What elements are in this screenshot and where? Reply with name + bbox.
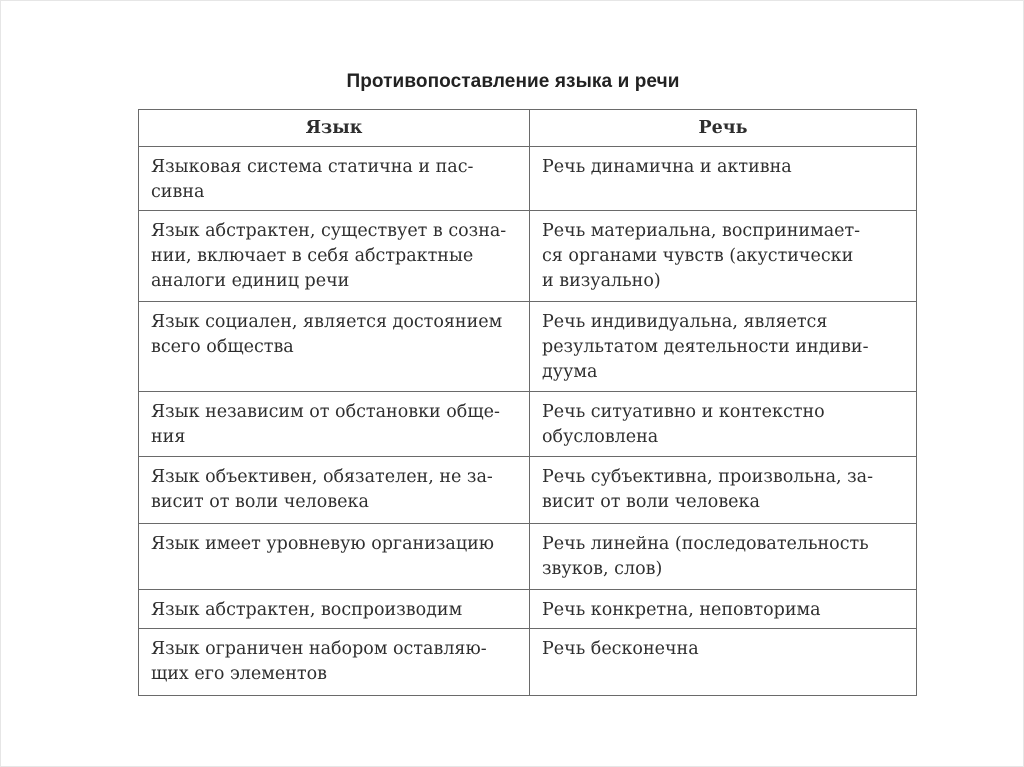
language-cell (139, 629, 530, 696)
speech-text: Речь материальна, воспринимает- ся органами чувств (акустически и визуально) (542, 221, 861, 291)
speech-text: Речь динамична и активна (542, 157, 792, 177)
language-text: Язык ограничен набором оставляю- щих его элементов (151, 639, 487, 684)
table-row (139, 302, 917, 392)
language-text: Язык объективен, обязателен, не за- висит от воли человека (151, 467, 493, 512)
speech-text: Речь ситуативно и контекстно обусловлена (542, 402, 825, 447)
language-text: Язык независим от обстановки обще- ния (151, 402, 500, 447)
language-cell (139, 147, 530, 211)
table-row (139, 147, 917, 211)
language-text: Язык абстрактен, существует в созна- нии, включает в себя абстрактные аналоги единиц речи (151, 221, 507, 291)
speech-cell (530, 524, 917, 590)
table-row (139, 457, 917, 524)
table-row (139, 392, 917, 457)
table-row (139, 211, 917, 302)
speech-cell (530, 302, 917, 392)
speech-text: Речь линейна (последовательность звуков, слов) (542, 534, 869, 579)
speech-cell (530, 392, 917, 457)
language-cell (139, 302, 530, 392)
speech-cell (530, 147, 917, 211)
language-cell (139, 590, 530, 629)
table-row (139, 629, 917, 696)
table-row (139, 590, 917, 629)
language-text: Язык социален, является достоянием всего общества (151, 312, 503, 357)
language-cell (139, 524, 530, 590)
comparison-table (138, 109, 917, 696)
language-text: Языковая система статична и пас- сивна (151, 157, 474, 202)
language-text: Язык абстрактен, воспроизводим (151, 600, 463, 620)
speech-cell (530, 590, 917, 629)
table-title: Противопоставление языка и речи (346, 71, 680, 92)
header-language: Язык (139, 110, 530, 147)
speech-text: Речь конкретна, неповторима (542, 600, 821, 620)
language-text: Язык имеет уровневую организацию (151, 534, 494, 554)
header-row (139, 110, 917, 147)
speech-text: Речь бесконечна (542, 639, 699, 659)
speech-cell (530, 457, 917, 524)
speech-text: Речь субъективна, произвольна, за- висит от воли человека (542, 467, 874, 512)
language-cell (139, 211, 530, 302)
language-cell (139, 392, 530, 457)
table-row (139, 524, 917, 590)
language-cell (139, 457, 530, 524)
speech-cell (530, 629, 917, 696)
speech-text: Речь индивидуальна, является результатом деятельности индиви- дуума (542, 312, 869, 382)
header-speech: Речь (530, 110, 917, 147)
speech-cell (530, 211, 917, 302)
